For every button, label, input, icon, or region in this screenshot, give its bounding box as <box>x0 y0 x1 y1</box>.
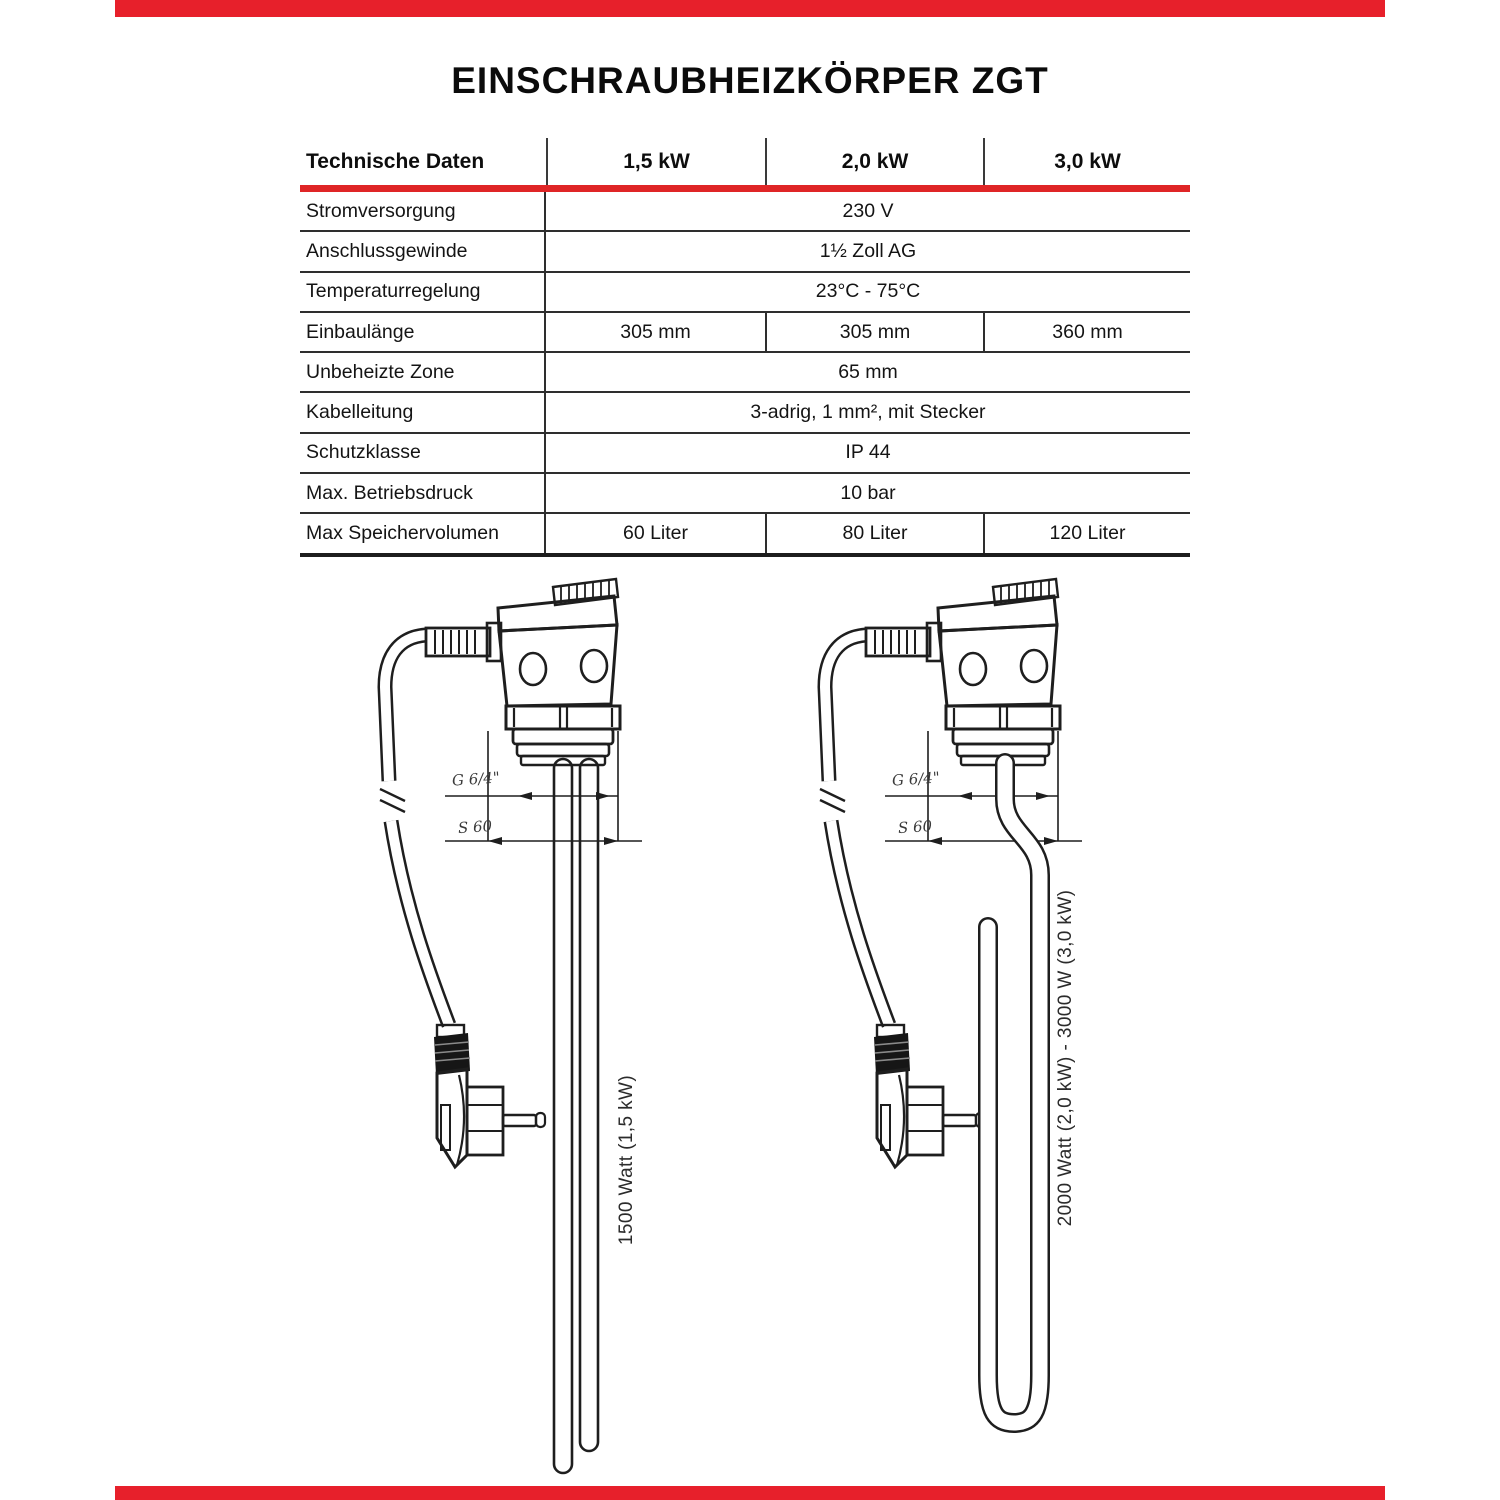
row-value-span: 3-adrig, 1 mm², mit Stecker <box>750 401 986 424</box>
table-row <box>300 273 1190 313</box>
table-row <box>300 192 1190 232</box>
dim-label-thread-left: G 6/4" <box>451 768 501 790</box>
row-value: 305 mm <box>765 313 983 351</box>
row-value: 120 Liter <box>983 514 1190 552</box>
row-value-span: IP 44 <box>845 441 891 464</box>
dim-label-hex-right: S 60 <box>897 816 933 838</box>
row-value-span: 1½ Zoll AG <box>819 239 917 262</box>
row-label: Unbeheizte Zone <box>300 353 546 391</box>
row-label: Anschlussgewinde <box>300 232 546 270</box>
dim-label-thread-right: G 6/4" <box>891 768 941 790</box>
row-label: Temperaturregelung <box>300 273 546 311</box>
row-label: Stromversorgung <box>300 192 546 230</box>
spec-table-header <box>300 138 1190 185</box>
row-value-span: 10 bar <box>840 481 896 504</box>
header-technische-daten: Technische Daten <box>306 149 485 173</box>
spec-table-body <box>300 192 1190 557</box>
row-label: Einbaulänge <box>300 313 546 351</box>
row-value-span: 23°C - 75°C <box>815 280 921 303</box>
header-col-1-5kw: 1,5 kW <box>546 138 765 185</box>
row-label: Schutzklasse <box>300 434 546 472</box>
heater-drawing-2-3kw <box>800 575 1150 1485</box>
row-label: Max Speichervolumen <box>300 514 546 552</box>
page-title: EINSCHRAUBHEIZKÖRPER ZGT <box>451 60 1049 101</box>
row-value-span: 65 mm <box>838 360 898 383</box>
table-row <box>300 434 1190 474</box>
row-label: Max. Betriebsdruck <box>300 474 546 512</box>
table-row <box>300 514 1190 556</box>
row-label: Kabelleitung <box>300 393 546 431</box>
row-value: 80 Liter <box>765 514 983 552</box>
bottom-red-bar <box>115 1486 1385 1500</box>
heater-drawing-1-5kw <box>360 575 710 1485</box>
header-red-underline <box>300 185 1190 192</box>
table-row <box>300 353 1190 393</box>
u-loop-heating-tube <box>988 763 1040 1423</box>
row-value-span: 230 V <box>842 199 894 222</box>
header-col-2-0kw: 2,0 kW <box>765 138 983 185</box>
table-row <box>300 393 1190 433</box>
table-row <box>300 474 1190 514</box>
row-value: 60 Liter <box>622 522 689 545</box>
row-value: 360 mm <box>983 313 1190 351</box>
caption-2000-3000-watt: 2000 Watt (2,0 kW) - 3000 W (3,0 kW) <box>1055 889 1076 1227</box>
row-value: 305 mm <box>620 320 691 343</box>
header-col-3-0kw: 3,0 kW <box>983 138 1190 185</box>
top-red-bar <box>115 0 1385 17</box>
table-row <box>300 313 1190 353</box>
caption-1500-watt: 1500 Watt (1,5 kW) <box>616 1074 637 1246</box>
straight-heating-rods <box>554 759 598 1473</box>
spec-table <box>300 138 1190 557</box>
table-row <box>300 232 1190 272</box>
dim-label-hex-left: S 60 <box>457 816 493 838</box>
